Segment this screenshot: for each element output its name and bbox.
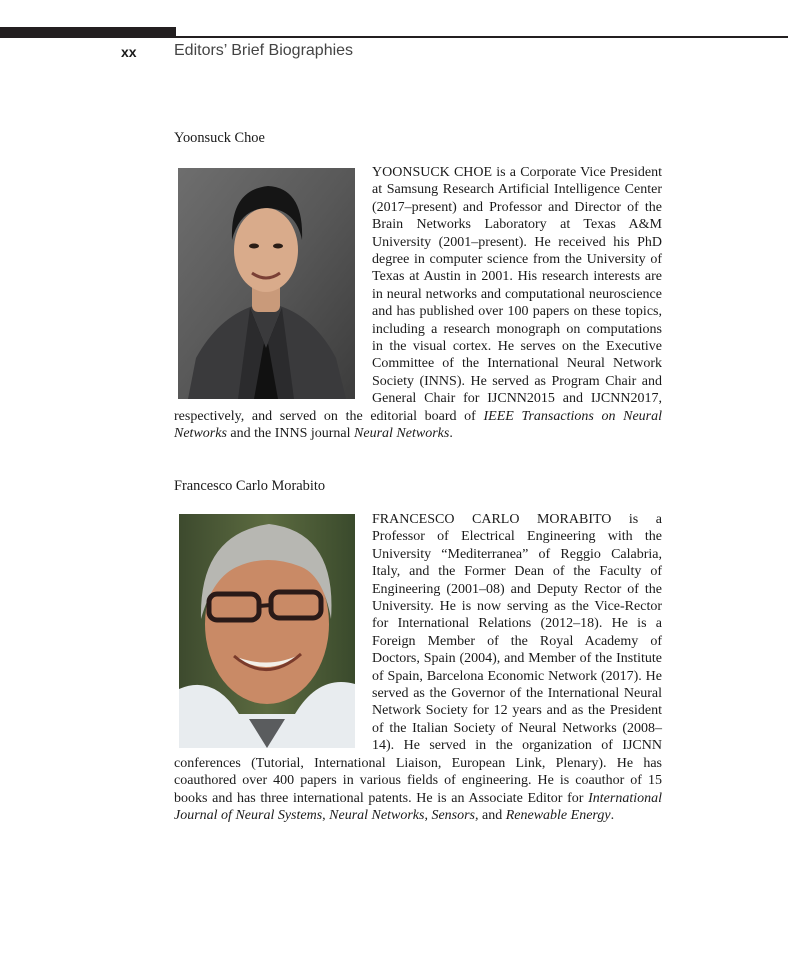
separator: , [424, 807, 432, 823]
journal-title: International Journal of Neural Systems [174, 790, 662, 823]
journal-title: IEEE Transactions on Neural Networks [174, 408, 662, 442]
bio-text-morabito-end: . [610, 807, 615, 823]
header-rule [176, 36, 788, 38]
separator: , and [475, 807, 506, 823]
journal-title: Sensors [431, 807, 475, 823]
header-dark-bar [0, 27, 176, 38]
bio-name-morabito: Francesco Carlo Morabito [174, 478, 326, 494]
bio-text-choe: YOONSUCK CHOE is a Corporate Vice President at Samsung Research Artificial Intelligence Center (2017–present) and Professor and Director of the Brain Networks Laboratory at Texas A&M University (2001–present). He received his PhD degree in computer science from the University of Texas at Austin in 2001. His research interests are in neural networks and computational neuroscience and has published over 100 papers on these topics, including a research monograph on computations in the visual cortex. He serves on the Executive Committee of the International Neural Network Society (INNS). He served as Program Chair and General Chair for IJCNN2015 and IJCNN2017, respectively, and served on the editorial board of [174, 165, 662, 424]
portrait-photo-morabito [179, 514, 355, 748]
running-head: Editors’ Brief Biographies [174, 42, 354, 59]
page-number: xx [121, 44, 137, 60]
separator: , [322, 807, 330, 823]
bio-text-choe-end: . [449, 426, 453, 442]
bio-text-choe-mid: and the INNS journal [226, 426, 355, 442]
bio-text-morabito: FRANCESCO CARLO MORABITO is a Professor of Electrical Engineering with the University “Mediterranea” of Reggio Calabria, Italy, and the Former Dean of the Faculty of Engineering (2001–08) and Deputy Rector of the University. He is now serving as the Vice-Rector for International Relations (2012–18). He is a Foreign Member of the Royal Academy of Doctors, Spain (2004), and Member of the Institute of Spain, Barcelona Economic Network (2017). He served as the Governor of the International Neural Network Society for 12 years and as the President of the Italian Society of Neural Networks (2008–14). He served in the organization of IJCNN conferences (Tutorial, International Liaison, European Link, Plenary). He has coauthored over 400 papers in various fields of engineering. He is coauthor of 15 books and has three international patents. He is an Associate Editor for [174, 512, 662, 806]
portrait-photo-choe [178, 168, 355, 399]
journal-title: Neural Networks [354, 426, 450, 442]
bio-name-choe: Yoonsuck Choe [174, 130, 265, 146]
bio-morabito [174, 511, 662, 824]
bio-choe [174, 164, 662, 443]
journal-title: Neural Networks [329, 807, 425, 823]
journal-title: Renewable Energy [505, 807, 611, 823]
